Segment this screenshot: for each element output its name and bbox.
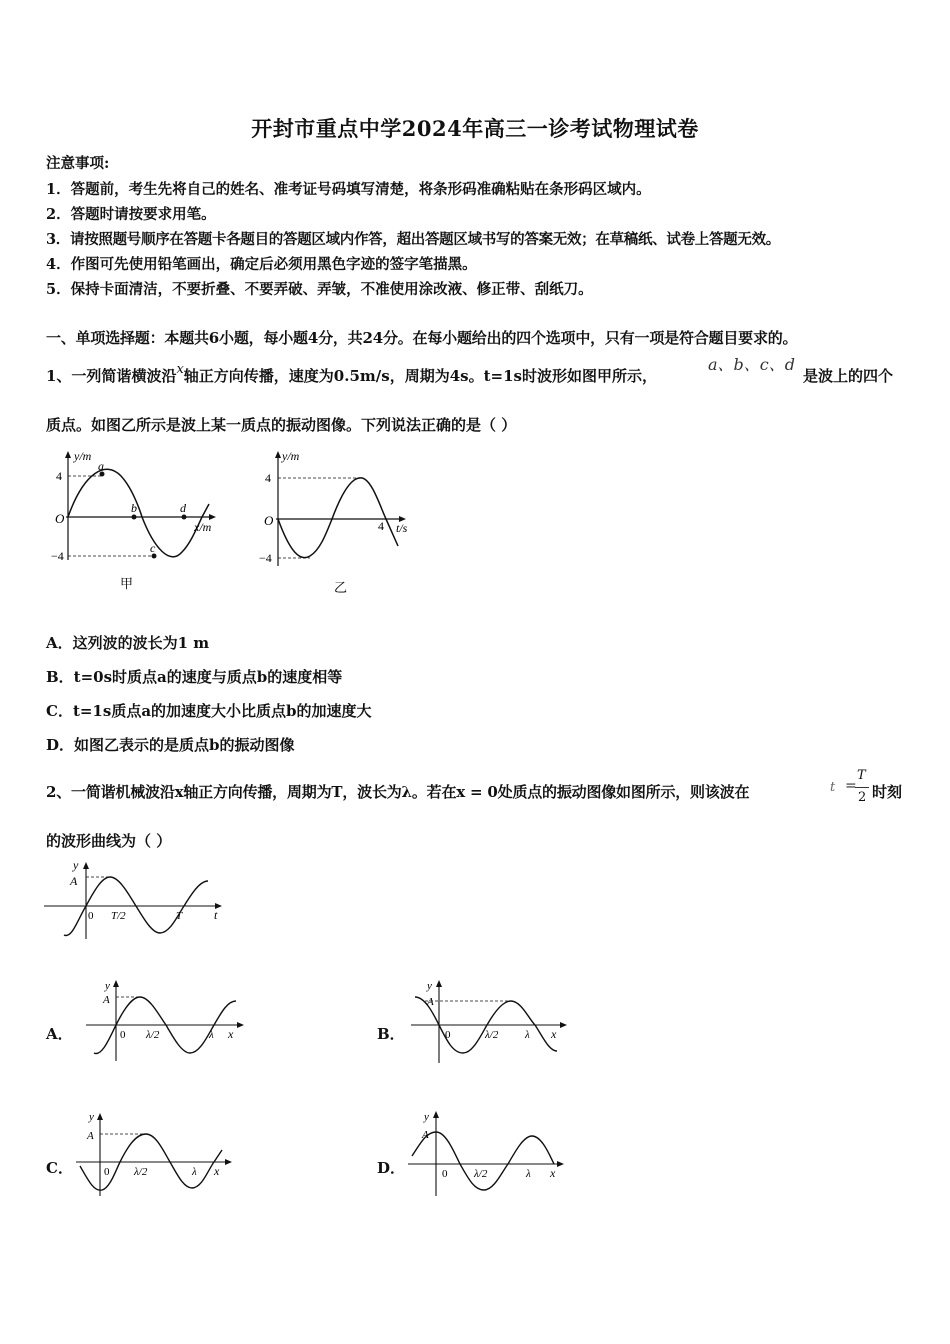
- jia-origin: O: [55, 511, 65, 526]
- q2-option-a-graph: [78, 975, 248, 1065]
- q2-main-t: t: [214, 908, 218, 922]
- q2-eq-symbol: =: [845, 778, 857, 794]
- q2-frac-num: T: [857, 768, 866, 783]
- q2-frac-den: 2: [858, 790, 867, 805]
- optD-zero: 0: [442, 1168, 448, 1180]
- q2-option-b-graph: [405, 975, 575, 1065]
- jia-xlabel: x/m: [194, 520, 212, 534]
- q2-option-b-label: B．: [377, 1025, 405, 1043]
- optC-half: λ/2: [134, 1166, 148, 1178]
- optD-y: y: [424, 1111, 429, 1123]
- q1-option-a: A．这列波的波长为1 m: [46, 634, 210, 652]
- optB-zero: 0: [445, 1029, 451, 1041]
- q1-text-a: 1、一列简谐横波沿: [46, 367, 177, 385]
- q2-text-a: 2、一简谐机械波沿x轴正方向传播，周期为T，波长为λ。若在x = 0处质点的振动图像如图所示，则该波在: [46, 783, 750, 801]
- notice-item: 3．请按照题号顺序在答题卡各题目的答题区域内作答，超出答题区域书写的答案无效；在草稿纸、试卷上答题无效。: [46, 231, 780, 248]
- q2-option-a-label: A．: [46, 1025, 73, 1043]
- point-d: [182, 515, 187, 520]
- optA-y: y: [105, 980, 110, 992]
- q2-main-half: T/2: [111, 910, 126, 922]
- q2-frac-bar: [855, 787, 869, 788]
- optC-y: y: [89, 1111, 94, 1123]
- optA-zero: 0: [120, 1029, 126, 1041]
- optB-lambda: λ: [525, 1029, 530, 1041]
- q1-text-c: 是波上的四个: [803, 367, 894, 385]
- optD-lambda: λ: [526, 1168, 531, 1180]
- q2-t-symbol: t: [830, 780, 836, 795]
- q1-option-c: C．t=1s质点a的加速度大小比质点b的加速度大: [46, 702, 372, 720]
- q1-line2: 质点。如图乙所示是波上某一质点的振动图像。下列说法正确的是（ ）: [46, 416, 517, 434]
- label-c: c: [150, 541, 156, 555]
- optD-A: A: [422, 1129, 429, 1141]
- optB-y: y: [427, 980, 432, 992]
- q1-points-symbols: a、b、c、d: [708, 355, 795, 374]
- yi-xlabel: t/s: [396, 521, 408, 535]
- label-d: d: [180, 501, 186, 515]
- yi-origin: O: [264, 513, 274, 528]
- page-title: 开封市重点中学2024年高三一诊考试物理试卷: [251, 116, 699, 141]
- jia-caption: 甲: [120, 576, 134, 591]
- notice-item: 1．答题前，考生先将自己的姓名、准考证号码填写清楚，将条形码准确粘贴在条形码区域内。: [46, 181, 651, 198]
- q1-option-d: D．如图乙表示的是质点b的振动图像: [46, 736, 295, 754]
- yi-ylabel: y/m: [282, 449, 300, 463]
- q1-line1: [46, 362, 657, 386]
- yi-ytick-top: 4: [265, 471, 271, 485]
- optC-zero: 0: [104, 1166, 110, 1178]
- q1-figure-yi: [256, 448, 426, 598]
- optC-A: A: [87, 1130, 94, 1142]
- section-heading: 一、单项选择题：本题共6小题，每小题4分，共24分。在每小题给出的四个选项中，只有一项是符合题目要求的。: [46, 329, 798, 347]
- optC-lambda: λ: [192, 1166, 197, 1178]
- label-a: a: [98, 459, 104, 473]
- q2-option-c-label: C．: [46, 1159, 73, 1177]
- notice-heading: 注意事项:: [46, 155, 110, 172]
- yi-xtick: 4: [378, 519, 384, 533]
- notice-item: 5．保持卡面清洁，不要折叠、不要弄破、弄皱，不准使用涂改液、修正带、刮纸刀。: [46, 281, 593, 298]
- q2-main-T: T: [176, 910, 183, 922]
- notice-item: 4．作图可先使用铅笔画出，确定后必须用黑色字迹的签字笔描黑。: [46, 256, 477, 273]
- q1-x-symbol: x: [176, 362, 184, 377]
- q2-option-d-graph: [402, 1108, 572, 1198]
- q2-time-formula: [830, 770, 870, 810]
- jia-ylabel: y/m: [74, 449, 92, 463]
- q2-text-b: 时刻: [872, 783, 903, 801]
- q2-vibration-figure: [42, 855, 232, 945]
- q2-option-c-graph: [70, 1108, 240, 1198]
- optD-x: x: [550, 1166, 556, 1180]
- yi-caption: 乙: [334, 580, 348, 595]
- point-b: [132, 515, 137, 520]
- optA-half: λ/2: [146, 1029, 160, 1041]
- optA-x: x: [228, 1027, 234, 1041]
- q2-line2: 的波形曲线为（ ）: [46, 832, 172, 850]
- jia-ytick-top: 4: [56, 469, 62, 483]
- q1-text-b: 轴正方向传播，速度为0.5m/s，周期为4s。t=1s时波形如图甲所示，: [183, 367, 657, 385]
- optB-half: λ/2: [485, 1029, 499, 1041]
- optB-A: A: [427, 996, 434, 1008]
- jia-ytick-bottom: −4: [51, 549, 64, 563]
- q2-main-zero: 0: [88, 910, 94, 922]
- yi-ytick-bottom: −4: [259, 551, 272, 565]
- q2-main-A: A: [70, 874, 78, 888]
- notice-item: 2．答题时请按要求用笔。: [46, 206, 216, 223]
- optA-A: A: [103, 994, 110, 1006]
- optC-x: x: [214, 1164, 220, 1178]
- q1-option-b: B．t=0s时质点a的速度与质点b的速度相等: [46, 668, 343, 686]
- q2-option-d-label: D．: [377, 1159, 406, 1177]
- optA-lambda: λ: [209, 1029, 214, 1041]
- q1-figure-jia: [44, 448, 234, 598]
- label-b: b: [131, 501, 137, 515]
- optB-x: x: [551, 1027, 557, 1041]
- q2-main-y: y: [73, 858, 79, 872]
- optD-half: λ/2: [474, 1168, 488, 1180]
